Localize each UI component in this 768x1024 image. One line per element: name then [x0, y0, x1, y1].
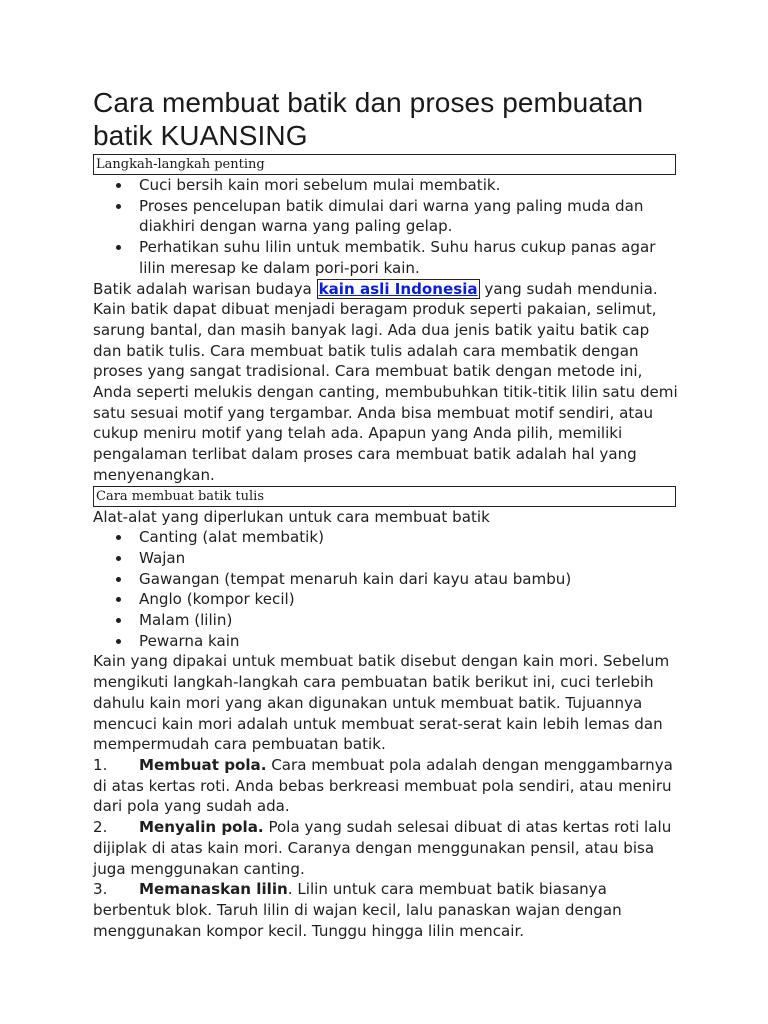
- important-steps-list: [93, 175, 678, 279]
- kain-asli-indonesia-link[interactable]: kain asli Indonesia: [318, 279, 478, 298]
- list-item: Pewarna kain: [139, 631, 678, 652]
- step-title: Membuat pola.: [139, 755, 267, 774]
- step-title: Memanaskan lilin: [139, 880, 288, 899]
- tools-intro: Alat-alat yang diperlukan untuk cara membuat batik: [93, 507, 490, 526]
- list-item: Gawangan (tempat menaruh kain dari kayu atau bambu): [139, 569, 678, 590]
- step-text: Pola yang sudah selesai dibuat di atas kertas roti lalu dijiplak di atas kain mori. Caranya dengan menggunakan pensil, atau bisa juga menggunakan canting.: [93, 818, 672, 878]
- list-item: Anglo (kompor kecil): [139, 589, 678, 610]
- step-number: 3.: [93, 880, 108, 899]
- list-item: Canting (alat membatik): [139, 527, 678, 548]
- list-item: Wajan: [139, 548, 678, 569]
- section-heading-langkah: Langkah-langkah penting: [93, 154, 676, 175]
- step-number: 1.: [93, 755, 108, 774]
- step-item: [93, 817, 678, 879]
- tools-list: [93, 527, 678, 651]
- document-page: [93, 86, 678, 941]
- kain-mori-paragraph: Kain yang dipakai untuk membuat batik disebut dengan kain mori. Sebelum mengikuti langkah-langkah cara pembuatan batik berikut ini, cuci terlebih dahulu kain mori yang akan digunakan untuk membuat batik. Tujuannya mencuci kain mori adalah untuk membuat serat-serat kain lebih lemas dan mempermudah cara pembuatan batik.: [93, 652, 670, 754]
- list-item: Proses pencelupan batik dimulai dari warna yang paling muda dan diakhiri dengan warna yang paling gelap.: [139, 196, 678, 237]
- intro-paragraph: [93, 279, 678, 486]
- step-text: . Lilin untuk cara membuat batik biasanya berbentuk blok. Taruh lilin di wajan kecil, lalu panaskan wajan dengan menggunakan kompor kecil. Tunggu hingga lilin mencair.: [93, 880, 622, 940]
- step-item: [93, 755, 678, 817]
- step-number: 2.: [93, 818, 108, 837]
- intro-text-rest: yang sudah mendunia. Kain batik dapat dibuat menjadi beragam produk seperti pakaian, selimut, sarung bantal, dan masih banyak lagi. Ada dua jenis batik yaitu batik cap dan batik tulis. Cara membuat batik tulis adalah cara membatik dengan proses yang sangat tradisional. Cara membuat batik dengan metode ini, Anda seperti melukis dengan canting, membubuhkan titik-titik lilin satu demi satu sesuai motif yang tergambar. Anda bisa membuat motif sendiri, atau cukup meniru motif yang telah ada. Apapun yang Anda pilih, memiliki pengalaman terlibat dalam proses cara membuat batik adalah hal yang menyenangkan.: [93, 279, 678, 484]
- step-item: [93, 879, 678, 941]
- list-item: Cuci bersih kain mori sebelum mulai membatik.: [139, 175, 678, 196]
- section-heading-batik-tulis: Cara membuat batik tulis: [93, 486, 676, 507]
- step-title: Menyalin pola.: [139, 818, 264, 837]
- page-title: Cara membuat batik dan proses pembuatan batik KUANSING: [93, 87, 644, 151]
- list-item: Malam (lilin): [139, 610, 678, 631]
- intro-text-start: Batik adalah warisan budaya: [93, 279, 317, 298]
- step-text: Cara membuat pola adalah dengan menggambarnya di atas kertas roti. Anda bebas berkreasi membuat pola sendiri, atau meniru dari pola yang sudah ada.: [93, 755, 673, 816]
- list-item: Perhatikan suhu lilin untuk membatik. Suhu harus cukup panas agar lilin meresap ke dalam pori-pori kain.: [139, 237, 678, 278]
